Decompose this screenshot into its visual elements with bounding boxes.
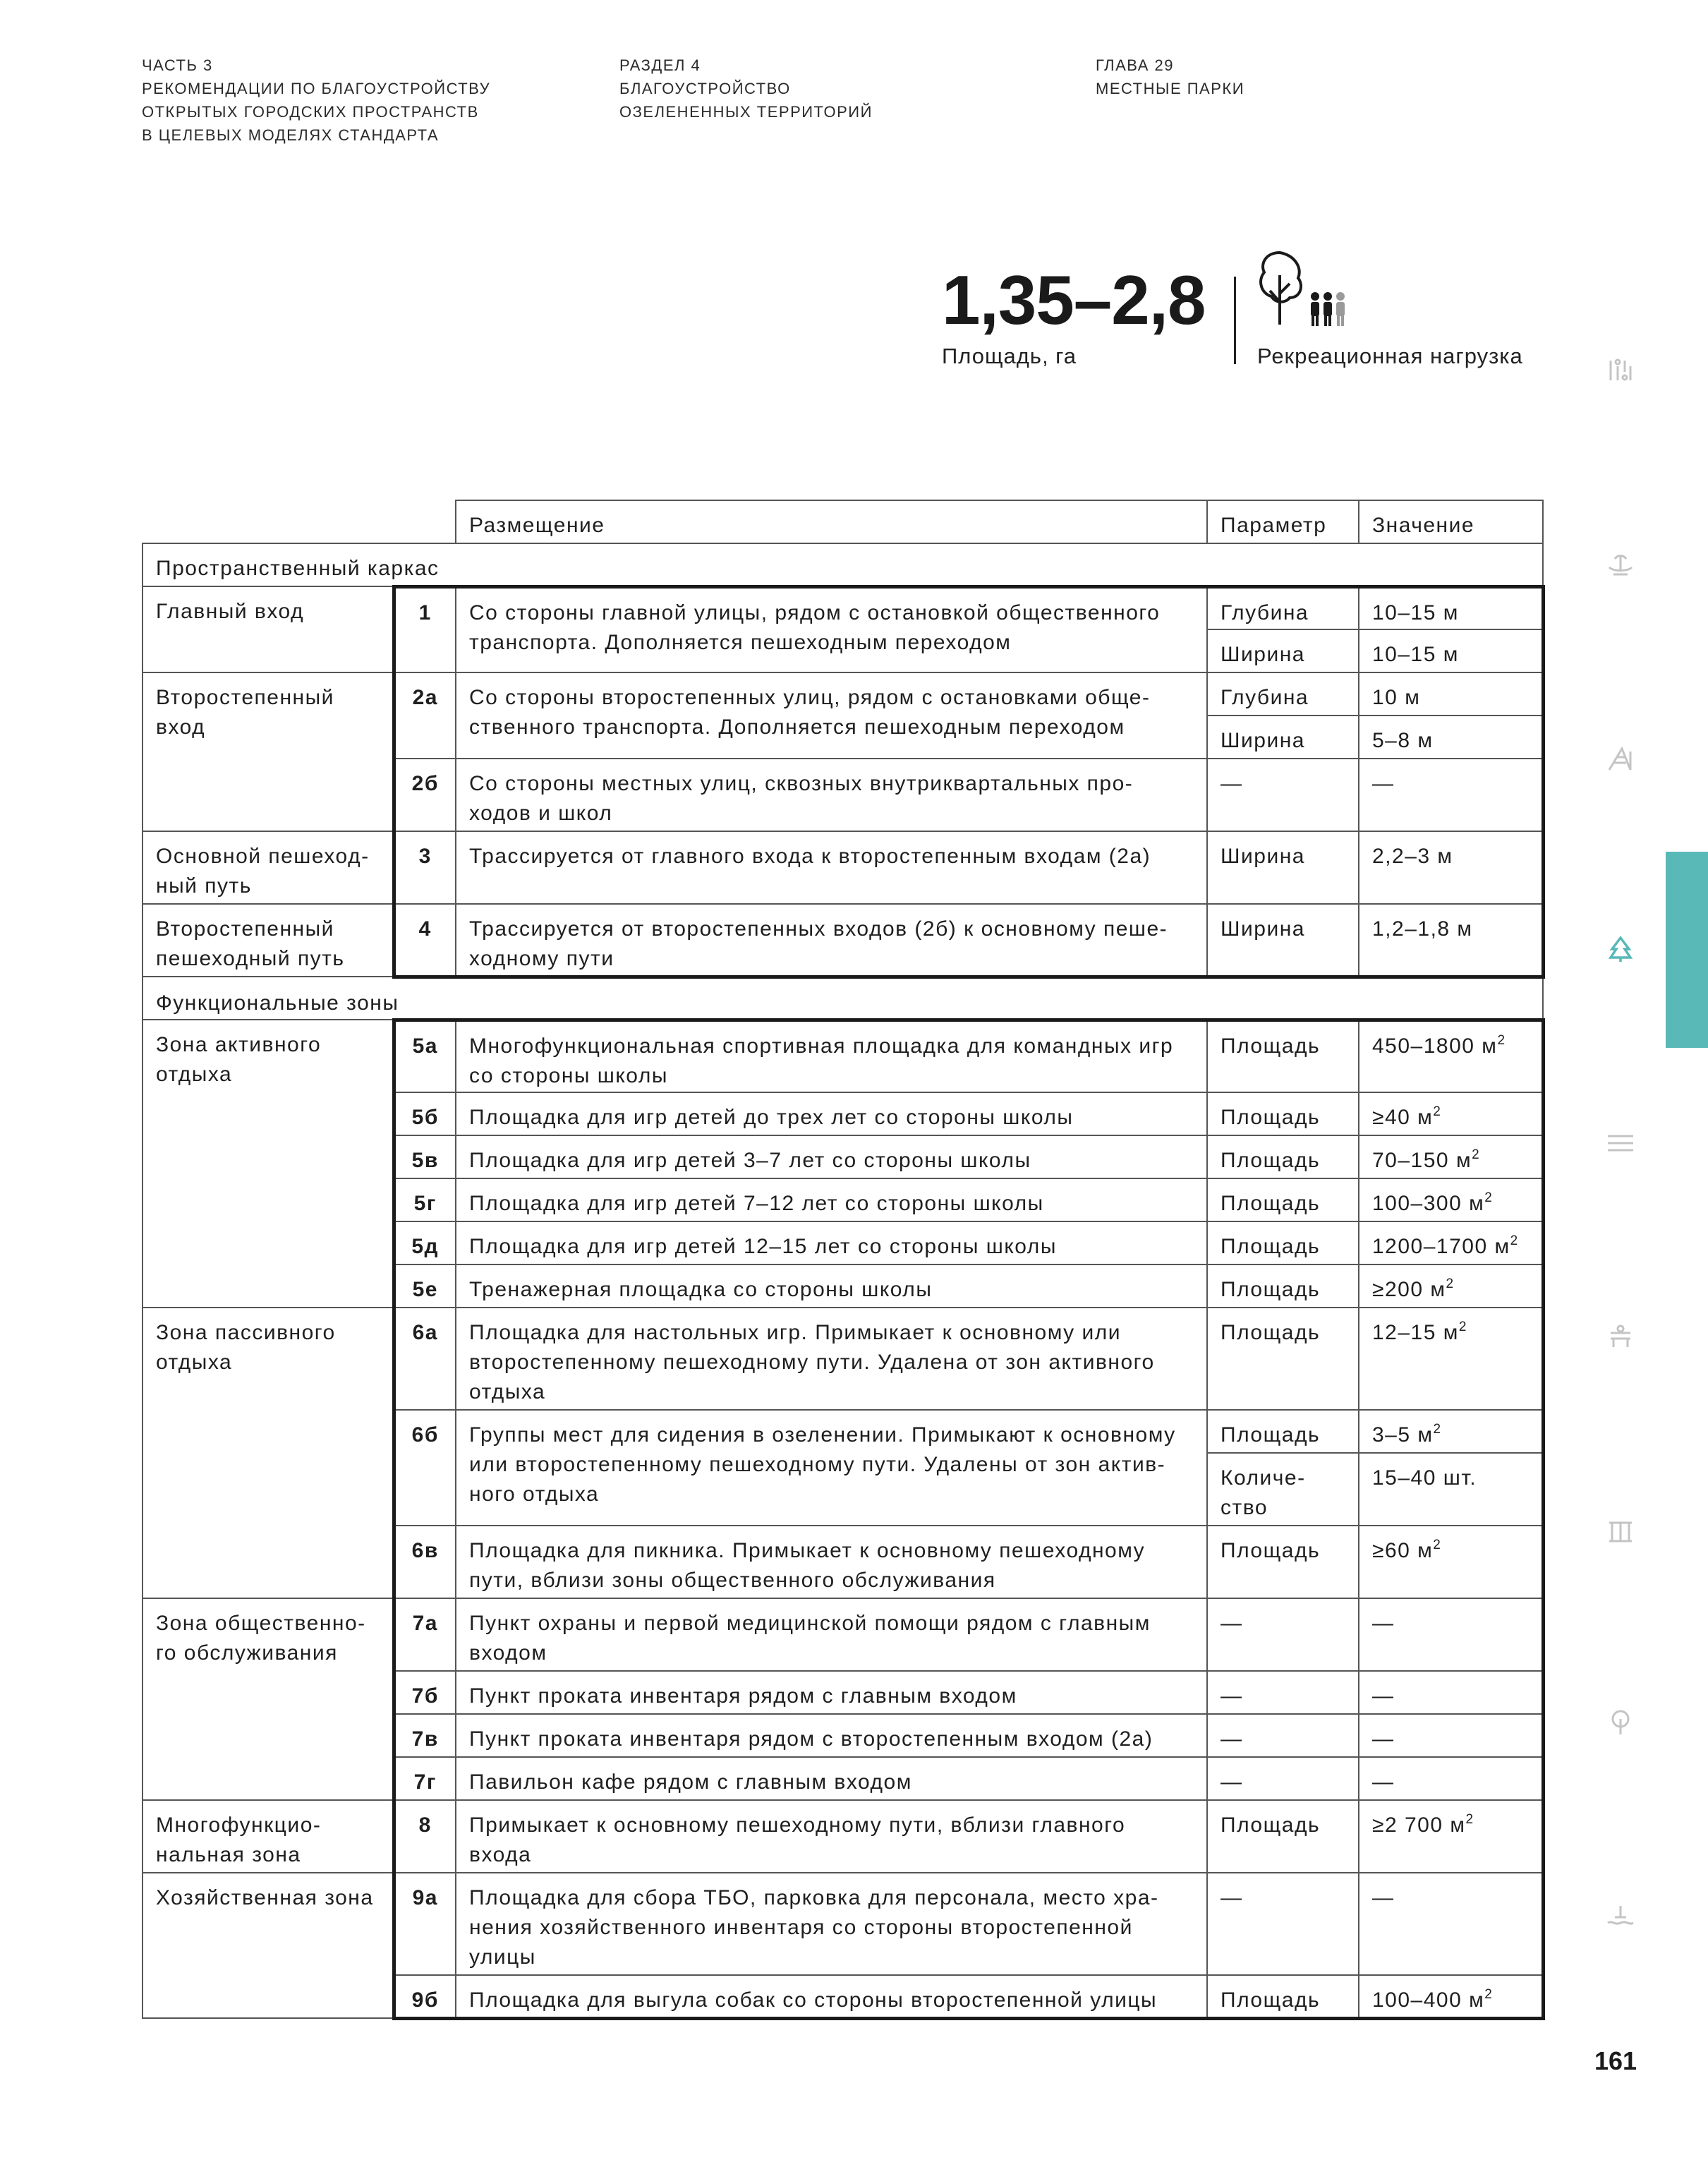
desc-cell: Примыкает к основному пешеходному пути, вблизи главного входа	[456, 1800, 1207, 1873]
param-cell: Глубина	[1207, 672, 1359, 716]
param-cell: Количе-ство	[1207, 1453, 1359, 1526]
table-row	[143, 904, 1543, 977]
param-cell: Ширина	[1207, 716, 1359, 759]
section-row	[143, 977, 1543, 1020]
lines-icon[interactable]	[1606, 1129, 1635, 1157]
code-cell: 5е	[394, 1264, 456, 1308]
param-cell: Площадь	[1207, 1135, 1359, 1178]
page-number: 161	[1594, 2046, 1637, 2075]
table-row	[143, 1873, 1543, 1975]
value-cell: —	[1359, 1598, 1543, 1671]
param-cell: —	[1207, 1714, 1359, 1757]
param-cell: Глубина	[1207, 586, 1359, 629]
code-cell: 5б	[394, 1092, 456, 1135]
zone-cell: Многофункцио-нальная зона	[143, 1800, 394, 1873]
code-cell: 5г	[394, 1178, 456, 1221]
table-row	[143, 672, 1543, 716]
fountain-icon[interactable]	[1606, 550, 1635, 579]
table-row	[143, 1598, 1543, 1671]
desc-cell: Многофункциональная спортивная площадка для командных игр со стороны школы	[456, 1020, 1207, 1092]
desc-cell: Площадка для игр детей 7–12 лет со стороны школы	[456, 1178, 1207, 1221]
code-cell: 7г	[394, 1757, 456, 1800]
value-cell: —	[1359, 1757, 1543, 1800]
param-cell: —	[1207, 1598, 1359, 1671]
desc-cell: Пункт проката инвентаря рядом с главным входом	[456, 1671, 1207, 1714]
param-cell: —	[1207, 759, 1359, 831]
code-cell: 5в	[394, 1135, 456, 1178]
header-value: Значение	[1359, 500, 1543, 543]
value-cell: 1,2–1,8 м	[1359, 904, 1543, 977]
param-cell: Площадь	[1207, 1221, 1359, 1264]
value-cell: ≥60 $м^2$	[1359, 1526, 1543, 1598]
recreation-load-label: Рекреационная нагрузка	[1257, 344, 1523, 368]
active-chapter-tab[interactable]	[1666, 852, 1708, 1048]
building-icon[interactable]	[1606, 1517, 1635, 1545]
header-chapter: ГЛАВА 29 МЕСТНЫЕ ПАРКИ	[1096, 56, 1245, 97]
zone-cell: Зона активного отдыха	[143, 1020, 394, 1308]
value-cell: 450–1800 $м^2$	[1359, 1020, 1543, 1092]
code-cell: 5д	[394, 1221, 456, 1264]
param-cell: Площадь	[1207, 1410, 1359, 1453]
bench-icon[interactable]	[1606, 1323, 1635, 1351]
header-param: Параметр	[1207, 500, 1359, 543]
code-cell: 7б	[394, 1671, 456, 1714]
table-header-row	[143, 500, 1543, 543]
desc-cell: Площадка для выгула собак со стороны второстепенной улицы	[456, 1975, 1207, 2018]
code-cell: 9б	[394, 1975, 456, 2018]
table-row	[143, 1800, 1543, 1873]
zone-cell: Второстепенный вход	[143, 672, 394, 831]
code-cell: 5а	[394, 1020, 456, 1092]
playground-icon[interactable]	[1606, 744, 1635, 773]
param-cell: Ширина	[1207, 904, 1359, 977]
zone-cell: Зона общественно-го обслуживания	[143, 1598, 394, 1800]
value-cell: 5–8 м	[1359, 716, 1543, 759]
header-section: РАЗДЕЛ 4 БЛАГОУСТРОЙСТВО ОЗЕЛЕНЕННЫХ ТЕРРИТОРИЙ	[619, 56, 873, 121]
value-cell: —	[1359, 759, 1543, 831]
param-cell: Ширина	[1207, 831, 1359, 904]
desc-cell: Со стороны главной улицы, рядом с остановкой общественного транспорта. Дополняется пешеходным переходом	[456, 586, 1207, 672]
value-cell: —	[1359, 1671, 1543, 1714]
desc-cell: Группы мест для сидения в озеленении. Примыкают к основному или второстепенному пешеходному пути. Удалены от зон актив-ного отдыха	[456, 1410, 1207, 1526]
code-cell: 2б	[394, 759, 456, 831]
header-part: ЧАСТЬ 3 РЕКОМЕНДАЦИИ ПО БЛАГОУСТРОЙСТВУ ОТКРЫТЫХ ГОРОДСКИХ ПРОСТРАНСТВ В ЦЕЛЕВЫХ МОДЕЛЯХ СТАНДАРТА	[142, 56, 491, 144]
code-cell: 2а	[394, 672, 456, 759]
param-cell: Площадь	[1207, 1800, 1359, 1873]
table-row	[143, 1308, 1543, 1410]
figures-icon[interactable]	[1606, 356, 1635, 385]
param-cell: —	[1207, 1671, 1359, 1714]
value-cell: 10 м	[1359, 672, 1543, 716]
param-cell: Площадь	[1207, 1178, 1359, 1221]
value-cell: 2,2–3 м	[1359, 831, 1543, 904]
code-cell: 8	[394, 1800, 456, 1873]
table-row	[143, 586, 1543, 629]
section-label: Функциональные зоны	[143, 977, 1543, 1020]
zone-cell: Основной пешеход-ный путь	[143, 831, 394, 904]
area-value: 1,35–2,8	[942, 261, 1206, 339]
desc-cell: Со стороны местных улиц, сквозных внутриквартальных про-ходов и школ	[456, 759, 1207, 831]
param-cell: —	[1207, 1873, 1359, 1975]
desc-cell: Площадка для игр детей до трех лет со стороны школы	[456, 1092, 1207, 1135]
zone-cell: Второстепенный пешеходный путь	[143, 904, 394, 977]
param-cell: Ширина	[1207, 629, 1359, 672]
param-cell: Площадь	[1207, 1092, 1359, 1135]
code-cell: 4	[394, 904, 456, 977]
desc-cell: Павильон кафе рядом с главным входом	[456, 1757, 1207, 1800]
lamp-icon[interactable]	[1606, 1708, 1635, 1736]
placement-table	[142, 500, 1545, 2020]
desc-cell: Пункт проката инвентаря рядом с второстепенным входом (2а)	[456, 1714, 1207, 1757]
desc-cell: Тренажерная площадка со стороны школы	[456, 1264, 1207, 1308]
param-cell: Площадь	[1207, 1526, 1359, 1598]
area-label: Площадь, га	[942, 344, 1077, 368]
zone-cell: Хозяйственная зона	[143, 1873, 394, 2018]
desc-cell: Площадка для сбора ТБО, парковка для персонала, место хра-нения хозяйственного инвентаря со стороны второстепенной улицы	[456, 1873, 1207, 1975]
value-cell: 70–150 $м^2$	[1359, 1135, 1543, 1178]
desc-cell: Площадка для игр детей 12–15 лет со стороны школы	[456, 1221, 1207, 1264]
desc-cell: Трассируется от второстепенных входов (2б) к основному пеше-ходному пути	[456, 904, 1207, 977]
header-placement: Размещение	[456, 500, 1207, 543]
desc-cell: Со стороны второстепенных улиц, рядом с остановками обще-ственного транспорта. Дополняется пешеходным переходом	[456, 672, 1207, 759]
param-cell: —	[1207, 1757, 1359, 1800]
param-cell: Площадь	[1207, 1020, 1359, 1092]
section-label: Пространственный каркас	[143, 543, 1543, 586]
code-cell: 7а	[394, 1598, 456, 1671]
desc-cell: Площадка для пикника. Примыкает к основному пешеходному пути, вблизи зоны общественного обслуживания	[456, 1526, 1207, 1598]
recreation-load-icon	[1257, 247, 1363, 335]
water-icon[interactable]	[1606, 1902, 1635, 1930]
value-cell: 15–40 шт.	[1359, 1453, 1543, 1526]
metric-divider	[1234, 277, 1236, 364]
param-cell: Площадь	[1207, 1308, 1359, 1410]
desc-cell: Площадка для игр детей 3–7 лет со стороны школы	[456, 1135, 1207, 1178]
section-row	[143, 543, 1543, 586]
code-cell: 1	[394, 586, 456, 672]
value-cell: 10–15 м	[1359, 586, 1543, 629]
value-cell: ≥2 700 $м^2$	[1359, 1800, 1543, 1873]
code-cell: 6в	[394, 1526, 456, 1598]
value-cell: 3–5 $м^2$	[1359, 1410, 1543, 1453]
tree-nav-icon[interactable]	[1606, 935, 1635, 963]
value-cell: —	[1359, 1873, 1543, 1975]
zone-cell: Главный вход	[143, 586, 394, 672]
table-row	[143, 831, 1543, 904]
value-cell: 100–300 $м^2$	[1359, 1178, 1543, 1221]
desc-cell: Пункт охраны и первой медицинской помощи рядом с главным входом	[456, 1598, 1207, 1671]
value-cell: 100–400 $м^2$	[1359, 1975, 1543, 2018]
value-cell: 1200–1700 $м^2$	[1359, 1221, 1543, 1264]
param-cell: Площадь	[1207, 1975, 1359, 2018]
code-cell: 7в	[394, 1714, 456, 1757]
value-cell: ≥40 $м^2$	[1359, 1092, 1543, 1135]
code-cell: 3	[394, 831, 456, 904]
table-row	[143, 1020, 1543, 1092]
code-cell: 9а	[394, 1873, 456, 1975]
param-cell: Площадь	[1207, 1264, 1359, 1308]
zone-cell: Зона пассивного отдыха	[143, 1308, 394, 1598]
code-cell: 6а	[394, 1308, 456, 1410]
value-cell: 12–15 $м^2$	[1359, 1308, 1543, 1410]
value-cell: ≥200 $м^2$	[1359, 1264, 1543, 1308]
desc-cell: Трассируется от главного входа к второстепенным входам (2а)	[456, 831, 1207, 904]
value-cell: —	[1359, 1714, 1543, 1757]
desc-cell: Площадка для настольных игр. Примыкает к основному или второстепенному пешеходному пути. Удалена от зон активного отдыха	[456, 1308, 1207, 1410]
value-cell: 10–15 м	[1359, 629, 1543, 672]
code-cell: 6б	[394, 1410, 456, 1526]
